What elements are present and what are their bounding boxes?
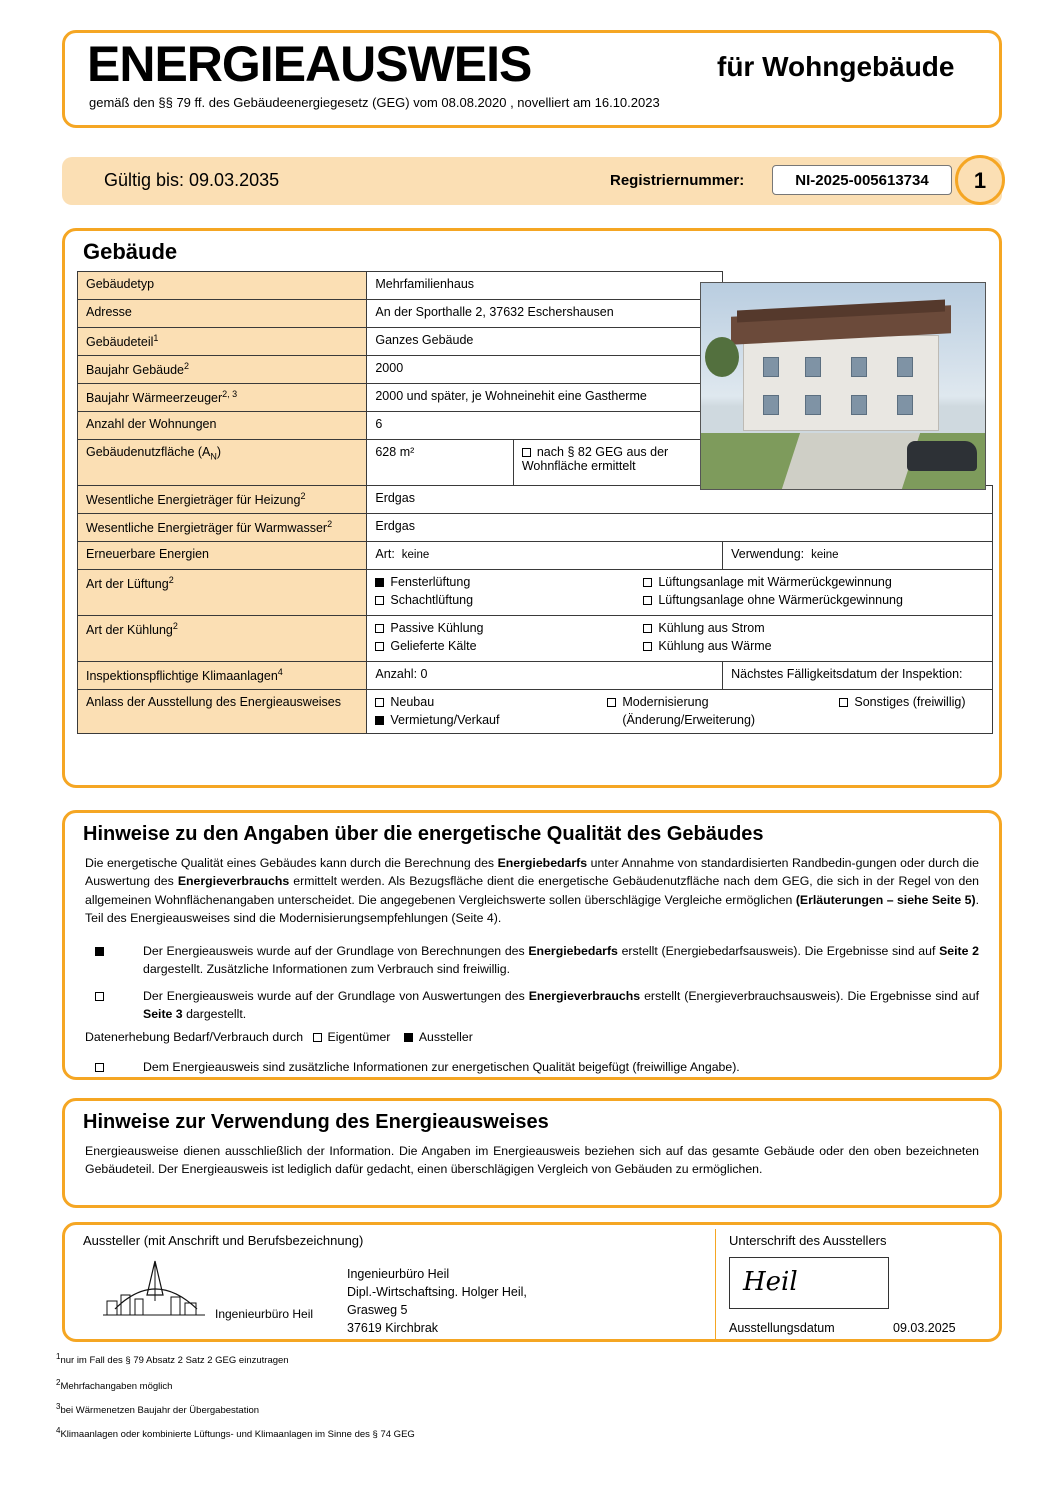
heater-year-label bbox=[78, 384, 367, 412]
ventilation-label bbox=[78, 570, 367, 616]
footnote-1: $^1$nur im Fall des § 79 Absatz 2 Satz 2 GEG einzutragen bbox=[56, 1352, 289, 1367]
inspection-count: Anzahl: 0 bbox=[367, 662, 723, 690]
building-part-label bbox=[78, 328, 367, 356]
units-value: 6 bbox=[367, 412, 723, 440]
renewables-label: Erneuerbare Energien bbox=[78, 542, 367, 570]
footnote-text: Mehrfachangaben möglich bbox=[60, 1381, 173, 1393]
address-value: An der Sporthalle 2, 37632 Eschershausen bbox=[367, 300, 723, 328]
usable-area-note-text: nach § 82 GEG aus der Wohnfläche ermittelt bbox=[521, 445, 669, 473]
usage-notes-title: Hinweise zur Verwendung des Energieausweises bbox=[83, 1111, 549, 1133]
checkbox-window-ventilation[interactable] bbox=[375, 578, 384, 587]
units-label: Anzahl der Wohnungen bbox=[78, 412, 367, 440]
bullet-text bbox=[143, 987, 979, 1024]
para-bold: Energieverbrauchs bbox=[177, 874, 290, 889]
heating-carrier-label bbox=[78, 486, 367, 514]
page-number-badge: 1 bbox=[955, 155, 1005, 205]
data-collection-owner: Eigentümer bbox=[327, 1029, 391, 1044]
checkbox-mech-ventilation-with-heat-recovery[interactable] bbox=[643, 578, 652, 587]
para-part: . Teil des Energieausweises sind die Modernisierungsempfehlungen (Seite 4). bbox=[85, 892, 979, 926]
signature-label: Unterschrift des Ausstellers bbox=[729, 1233, 887, 1248]
bullet-bold: Seite 2 bbox=[939, 943, 979, 958]
bullet-checkbox-cell bbox=[85, 942, 143, 979]
table-row bbox=[78, 616, 993, 662]
renewables-use-cell bbox=[723, 542, 993, 570]
usable-area-sub: N bbox=[210, 451, 217, 462]
logo-icon bbox=[85, 1255, 315, 1333]
data-collection-line bbox=[65, 1024, 999, 1044]
data-collection-label: Datenerhebung Bedarf/Verbrauch durch bbox=[85, 1029, 304, 1044]
checkbox-new-building[interactable] bbox=[375, 698, 384, 707]
quality-notes-bullets-extra bbox=[65, 1044, 999, 1076]
checkbox-delivered-cold[interactable] bbox=[375, 642, 384, 651]
checkbox-data-by-owner[interactable] bbox=[313, 1033, 322, 1042]
water-carrier-value: Erdgas bbox=[367, 514, 993, 542]
checkbox-passive-cooling[interactable] bbox=[375, 624, 384, 633]
bullet-part: erstellt (Energieverbrauchsausweis). Die Ergebnisse sind auf bbox=[640, 988, 979, 1003]
footnote-2: $^2$Mehrfachangaben möglich bbox=[56, 1378, 173, 1393]
footnote-text: nur im Fall des § 79 Absatz 2 Satz 2 GEG einzutragen bbox=[60, 1355, 289, 1367]
checkbox-consumption-certificate[interactable] bbox=[95, 992, 104, 1001]
address-label: Adresse bbox=[78, 300, 367, 328]
footnote-marker: 1 bbox=[153, 333, 159, 343]
footnote-marker: 2 bbox=[172, 621, 178, 631]
issuer-label: Aussteller (mit Anschrift und Berufsbezeichnung) bbox=[83, 1233, 364, 1248]
reason-option-label: Sonstiges (freiwillig) bbox=[854, 695, 966, 709]
reason-options bbox=[367, 690, 993, 734]
divider bbox=[715, 1229, 716, 1341]
usage-notes-paragraph: Energieausweise dienen ausschließlich der Information. Die Angaben im Energieausweis beziehen sich auf das gesamte Gebäude oder den oben bezeichneten Gebäudeteil. Der Energieausweis ist lediglich dafür gedacht, einen überschlägigen Vergleich von Gebäuden zu ermöglichen. bbox=[85, 1144, 979, 1177]
reason-option-label: Modernisierung bbox=[622, 695, 709, 709]
para-part: unter Annahme von standardisierten Randbedin-gungen oder durch die Auswertung des bbox=[85, 856, 979, 889]
footnote-marker: 2, 3 bbox=[222, 389, 238, 399]
checkbox-other-voluntary[interactable] bbox=[839, 698, 848, 707]
issuer-logo bbox=[85, 1255, 315, 1333]
registration-label: Registriernummer: bbox=[610, 172, 745, 189]
bullet-part: Der Energieausweis wurde auf der Grundlage von Berechnungen des bbox=[143, 943, 529, 958]
bullet-row bbox=[85, 987, 979, 1024]
page-title: ENERGIEAUSWEIS bbox=[87, 36, 532, 92]
cooling-option-label: Kühlung aus Strom bbox=[658, 621, 765, 635]
usable-area-label-end: ) bbox=[216, 445, 222, 459]
table-row bbox=[78, 690, 993, 734]
bullet-bold: Energieverbrauchs bbox=[528, 988, 641, 1003]
building-part-value: Ganzes Gebäude bbox=[367, 328, 723, 356]
law-reference: gemäß den §§ 79 ff. des Gebäudeenergiegesetz (GEG) vom 08.08.2020 , novelliert am 16.10.2023 bbox=[89, 95, 660, 110]
usable-area-note bbox=[513, 440, 722, 485]
quality-notes-title: Hinweise zu den Angaben über die energetische Qualität des Gebäudes bbox=[83, 823, 764, 845]
checkbox-cooling-from-electricity[interactable] bbox=[643, 624, 652, 633]
usage-notes-section bbox=[62, 1098, 1002, 1208]
cooling-label bbox=[78, 616, 367, 662]
table-row bbox=[78, 570, 993, 616]
building-part-label-text: Gebäudeteil bbox=[86, 335, 154, 350]
para-part: ermittelt werden. Als Bezugsfläche dient die energetische Gebäudenutzfläche nach dem GEG, die sich in der Regel von den allgemeinen Wohnflächenangaben unterscheidet. Die angegebenen Vergleichswerte sollen überschlägige Vergleiche ermöglichen bbox=[85, 874, 979, 907]
footnote-marker: 2 bbox=[168, 575, 174, 585]
heating-carrier-value: Erdgas bbox=[367, 486, 993, 514]
issue-date-label: Ausstellungsdatum bbox=[729, 1321, 835, 1335]
checkbox-demand-certificate[interactable] bbox=[95, 947, 104, 956]
issuer-address-line: Grasweg 5 bbox=[347, 1303, 408, 1318]
valid-until: Gültig bis: 09.03.2035 bbox=[104, 170, 280, 190]
footnote-marker: 4 bbox=[277, 667, 283, 677]
issuer-address-line: Ingenieurbüro Heil bbox=[347, 1267, 450, 1281]
bullet-row bbox=[85, 1058, 979, 1076]
signature-text: Heil bbox=[743, 1267, 798, 1297]
checkbox-mech-ventilation-without-heat-recovery[interactable] bbox=[643, 596, 652, 605]
cooling-option-label: Kühlung aus Wärme bbox=[658, 639, 772, 653]
issuer-address bbox=[347, 1265, 527, 1338]
bullet-part: erstellt (Energiebedarfsausweis). Die Ergebnisse sind auf bbox=[617, 943, 940, 958]
bullet-text bbox=[143, 942, 979, 979]
ventilation-option-label: Schachtlüftung bbox=[390, 593, 474, 607]
usable-area-label-text: Gebäudenutzfläche (A bbox=[86, 445, 211, 459]
ventilation-option-label: Lüftungsanlage ohne Wärmerückgewinnung bbox=[658, 593, 903, 607]
cooling-options bbox=[367, 616, 993, 662]
registration-number: NI-2025-005613734 bbox=[772, 165, 952, 195]
reason-option-label: Neubau bbox=[390, 695, 435, 709]
para-part: Die energetische Qualität eines Gebäudes kann durch die Berechnung des bbox=[85, 856, 498, 870]
footnote-marker: 2 bbox=[184, 361, 190, 371]
table-row bbox=[78, 662, 993, 690]
renewables-type-label: Art: bbox=[375, 547, 395, 561]
renewables-use-value: keine bbox=[811, 549, 839, 561]
footnote-text: bei Wärmenetzen Baujahr der Übergabestation bbox=[60, 1405, 260, 1417]
heater-year-label-text: Baujahr Wärmeerzeuger bbox=[86, 391, 223, 406]
usable-area-value-cell bbox=[367, 440, 723, 486]
construction-year-value: 2000 bbox=[367, 356, 723, 384]
building-section-title: Gebäude bbox=[83, 239, 178, 264]
quality-notes-paragraph bbox=[65, 850, 999, 928]
usable-area-label bbox=[78, 440, 367, 486]
checkbox-modernisation[interactable] bbox=[607, 698, 616, 707]
building-type-label: Gebäudetyp bbox=[78, 272, 367, 300]
footnote-3: $^3$bei Wärmenetzen Baujahr der Übergabestation bbox=[56, 1402, 260, 1417]
para-bold: Energiebedarfs bbox=[497, 856, 588, 870]
construction-year-label bbox=[78, 356, 367, 384]
cooling-label-text: Art der Kühlung bbox=[86, 623, 173, 638]
renewables-type-value: keine bbox=[401, 549, 430, 561]
bullet-part: Der Energieausweis wurde auf der Grundlage von Auswertungen des bbox=[143, 988, 529, 1003]
checkbox-area-from-living-space[interactable] bbox=[522, 448, 531, 457]
cooling-option-label: Gelieferte Kälte bbox=[390, 639, 477, 653]
ventilation-options bbox=[367, 570, 993, 616]
checkbox-shaft-ventilation[interactable] bbox=[375, 596, 384, 605]
water-carrier-label bbox=[78, 514, 367, 542]
issuer-logo-text: Ingenieurbüro Heil bbox=[215, 1307, 314, 1321]
renewables-use-label: Verwendung: bbox=[731, 547, 805, 561]
reason-label: Anlass der Ausstellung des Energieausweises bbox=[78, 690, 367, 734]
ventilation-option-label: Fensterlüftung bbox=[390, 575, 471, 589]
inspection-label bbox=[78, 662, 367, 690]
issuer-section bbox=[62, 1222, 1002, 1342]
water-carrier-label-text: Wesentliche Energieträger für Warmwasser bbox=[86, 521, 328, 536]
bullet-checkbox-cell bbox=[85, 987, 143, 1024]
data-collection-issuer: Aussteller bbox=[418, 1029, 473, 1044]
footnote-marker: 2 bbox=[300, 491, 306, 501]
footnote-text: Klimaanlagen oder kombinierte Lüftungs- und Klimaanlagen im Sinne des § 74 GEG bbox=[60, 1429, 415, 1441]
reason-option-label: Vermietung/Verkauf bbox=[390, 713, 500, 727]
checkbox-data-by-issuer[interactable] bbox=[404, 1033, 413, 1042]
table-row bbox=[78, 514, 993, 542]
heater-year-value: 2000 und später, je Wohneinehit eine Gastherme bbox=[367, 384, 723, 412]
validity-bar bbox=[62, 157, 1002, 205]
cooling-option-label: Passive Kühlung bbox=[390, 621, 484, 635]
building-type-value: Mehrfamilienhaus bbox=[367, 272, 723, 300]
construction-year-label-text: Baujahr Gebäude bbox=[86, 363, 184, 378]
bullet-bold: Seite 3 bbox=[143, 1007, 183, 1022]
footnote-4: $^4$Klimaanlagen oder kombinierte Lüftungs- und Klimaanlagen im Sinne des § 74 GEG bbox=[56, 1426, 415, 1441]
ventilation-label-text: Art der Lüftung bbox=[86, 577, 169, 592]
bullet-part: dargestellt. bbox=[182, 1007, 247, 1022]
bullet-checkbox-cell bbox=[85, 1058, 143, 1076]
page-subtitle: für Wohngebäude bbox=[717, 51, 955, 82]
issuer-address-line: Dipl.-Wirtschaftsing. Holger Heil, bbox=[347, 1285, 527, 1300]
inspection-due-date: Nächstes Fälligkeitsdatum der Inspektion: bbox=[723, 662, 993, 690]
checkbox-additional-info[interactable] bbox=[95, 1063, 104, 1072]
building-photo bbox=[700, 282, 986, 490]
reason-option-sublabel: (Änderung/Erweiterung) bbox=[622, 713, 756, 727]
bullet-bold: Energiebedarfs bbox=[528, 943, 618, 958]
checkbox-rent-sale[interactable] bbox=[375, 716, 384, 725]
bullet-row bbox=[85, 942, 979, 979]
table-row bbox=[78, 542, 993, 570]
usable-area-value: 628 m² bbox=[367, 440, 513, 485]
para-bold: (Erläuterungen – siehe Seite 5) bbox=[795, 892, 976, 907]
building-section bbox=[62, 228, 1002, 788]
footnote-marker: 2 bbox=[327, 519, 333, 529]
ventilation-option-label: Lüftungsanlage mit Wärmerückgewinnung bbox=[658, 575, 892, 589]
quality-notes-section bbox=[62, 810, 1002, 1080]
quality-notes-bullets bbox=[65, 928, 999, 1024]
issue-date-value: 09.03.2025 bbox=[893, 1321, 956, 1335]
bullet-part: dargestellt. Zusätzliche Informationen zum Verbrauch sind freiwillig. bbox=[143, 962, 511, 977]
checkbox-cooling-from-heat[interactable] bbox=[643, 642, 652, 651]
inspection-label-text: Inspektionspflichtige Klimaanlagen bbox=[86, 669, 278, 684]
renewables-type-cell bbox=[367, 542, 723, 570]
header-box bbox=[62, 30, 1002, 128]
issuer-address-line: 37619 Kirchbrak bbox=[347, 1321, 439, 1336]
bullet-text: Dem Energieausweis sind zusätzliche Informationen zur energetischen Qualität beigefügt (freiwillige Angabe). bbox=[143, 1059, 740, 1074]
heating-carrier-label-text: Wesentliche Energieträger für Heizung bbox=[86, 493, 301, 508]
